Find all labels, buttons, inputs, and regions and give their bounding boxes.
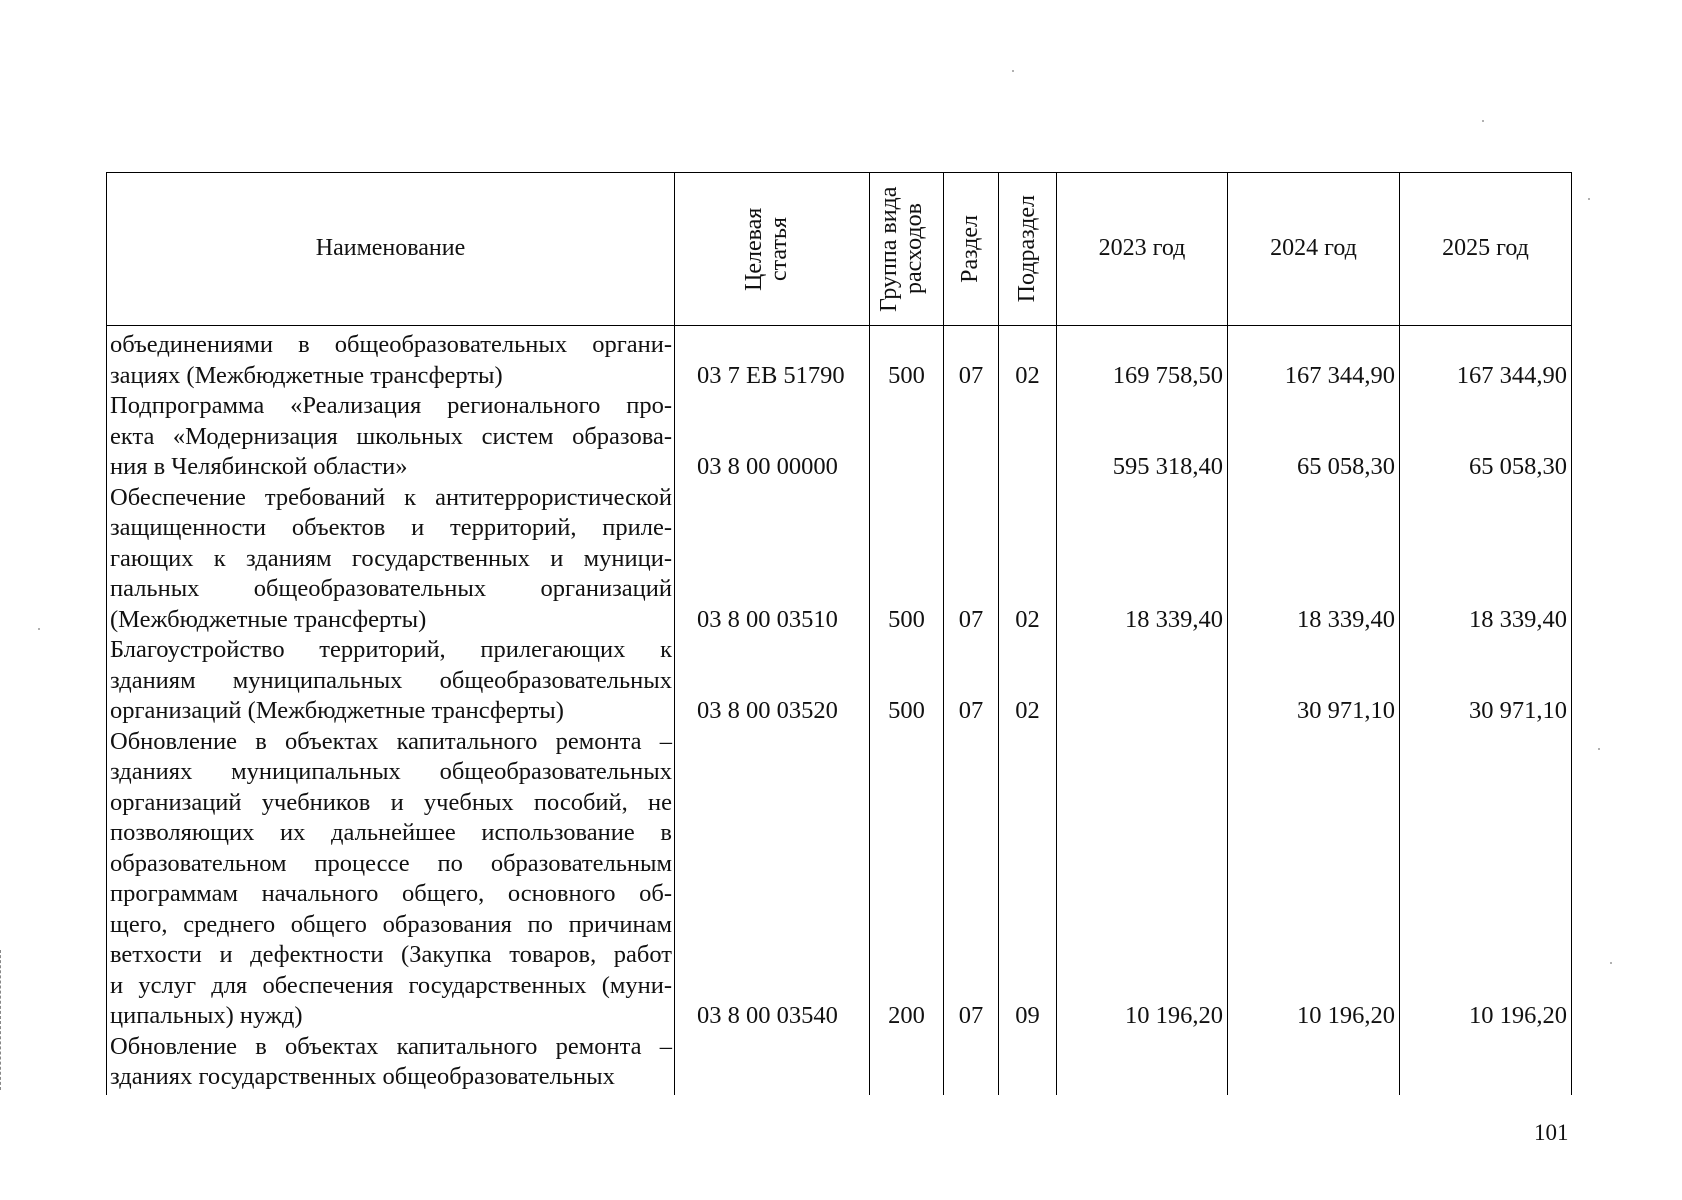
row-target-item: 03 8 00 03520 xyxy=(697,697,838,724)
row-name-line: пальных общеобразовательных организаций xyxy=(110,575,672,602)
scan-speck xyxy=(1588,198,1590,200)
header-expense-group xyxy=(870,172,944,326)
scan-speck xyxy=(1610,962,1612,964)
row-name-line: объединениями в общеобразовательных органи- xyxy=(110,331,672,358)
row-name-line: зданиях муниципальных общеобразовательных xyxy=(110,758,672,785)
row-2024-value: 18 339,40 xyxy=(1297,605,1395,633)
header-target-item xyxy=(675,172,870,326)
row-name-line: зданиям муниципальных общеобразовательных xyxy=(110,666,672,694)
row-name-line: (Межбюджетные трансферты) xyxy=(110,605,427,633)
scan-edge-mark xyxy=(0,950,3,1090)
row-2024-value: 65 058,30 xyxy=(1297,453,1395,480)
header-expense-group-text: Группа вида расходов xyxy=(875,186,927,312)
row-2024-value: 167 344,90 xyxy=(1284,361,1395,389)
column-target-item xyxy=(675,326,870,1095)
row-name-line: и услуг для обеспечения государственных (муни- xyxy=(110,971,672,999)
column-2024 xyxy=(1228,326,1400,1095)
row-subsection: 02 xyxy=(1015,605,1040,633)
row-name-line: образовательном процессе по образовательным xyxy=(110,849,672,877)
row-2023-value: 595 318,40 xyxy=(1112,453,1223,480)
row-expense-group: 500 xyxy=(888,697,925,724)
row-section: 07 xyxy=(958,697,984,724)
row-name-line: позволяющих их дальнейшее использование в xyxy=(110,819,672,846)
header-section-text: Раздел xyxy=(957,215,984,283)
column-name xyxy=(106,326,675,1095)
row-name-line: Благоустройство территорий, прилегающих к xyxy=(110,636,672,663)
row-name-line: программам начального общего, основного об- xyxy=(110,880,672,907)
scan-speck xyxy=(38,628,40,630)
row-name-line: щего, среднего общего образования по причинам xyxy=(110,910,672,938)
row-subsection: 02 xyxy=(1015,697,1040,724)
row-subsection: 02 xyxy=(1015,361,1040,389)
row-name-line: зациях (Межбюджетные трансферты) xyxy=(110,361,503,389)
row-target-item: 03 8 00 03540 xyxy=(697,1002,838,1029)
header-subsection xyxy=(999,172,1057,326)
row-name-line: Обновление в объектах капитального ремонта – xyxy=(110,727,672,755)
header-subsection-text: Подраздел xyxy=(1013,195,1040,303)
row-2024-value: 10 196,20 xyxy=(1297,1002,1395,1029)
header-name xyxy=(106,172,675,326)
row-2025-value: 65 058,30 xyxy=(1469,453,1567,480)
budget-table xyxy=(106,172,1576,1095)
column-expense-group xyxy=(870,326,944,1095)
row-name-line: Обеспечение требований к антитеррористической xyxy=(110,483,672,511)
row-name-line: организаций учебников и учебных пособий, не xyxy=(110,788,672,816)
row-name-line: организаций (Межбюджетные трансферты) xyxy=(110,697,564,724)
column-subsection xyxy=(999,326,1057,1095)
row-name-line: екта «Модернизация школьных систем образова- xyxy=(110,422,672,450)
row-subsection: 09 xyxy=(1015,1002,1040,1029)
row-target-item: 03 7 EB 51790 xyxy=(697,361,845,389)
column-section xyxy=(944,326,999,1095)
header-2024 xyxy=(1228,172,1400,326)
column-2025 xyxy=(1400,326,1572,1095)
row-section: 07 xyxy=(958,605,984,633)
header-2025-text: 2025 год xyxy=(1442,235,1529,262)
row-expense-group: 500 xyxy=(888,605,925,633)
header-section xyxy=(944,172,999,326)
row-2025-value: 18 339,40 xyxy=(1469,605,1567,633)
scan-speck xyxy=(1598,748,1600,750)
row-2023-value: 10 196,20 xyxy=(1125,1002,1223,1029)
header-target-item-text: Целевая статья xyxy=(741,207,793,291)
row-name-line: зданиях государственных общеобразовательных xyxy=(110,1063,615,1090)
column-2023 xyxy=(1057,326,1228,1095)
row-2023-value: 169 758,50 xyxy=(1112,361,1223,389)
row-name-line: Подпрограмма «Реализация регионального про- xyxy=(110,392,672,419)
row-target-item: 03 8 00 00000 xyxy=(697,453,838,480)
name-lines xyxy=(107,326,674,1093)
row-name-line: гающих к зданиям государственных и муници- xyxy=(110,544,672,572)
page-number: 101 xyxy=(1534,1120,1569,1145)
row-2023-value: 18 339,40 xyxy=(1125,605,1223,633)
header-2025 xyxy=(1400,172,1572,326)
row-2025-value: 30 971,10 xyxy=(1469,697,1567,724)
row-expense-group: 500 xyxy=(888,361,925,389)
row-name-line: ния в Челябинской области» xyxy=(110,453,408,480)
row-name-line: защищенности объектов и территорий, приле- xyxy=(110,514,672,541)
header-2023 xyxy=(1057,172,1228,326)
header-name-text: Наименование xyxy=(315,235,466,262)
row-name-line: ципальных) нужд) xyxy=(110,1002,303,1029)
row-2025-value: 10 196,20 xyxy=(1469,1002,1567,1029)
row-expense-group: 200 xyxy=(888,1002,925,1029)
row-2025-value: 167 344,90 xyxy=(1456,361,1567,389)
row-target-item: 03 8 00 03510 xyxy=(697,605,838,633)
row-2024-value: 30 971,10 xyxy=(1297,697,1395,724)
header-2023-text: 2023 год xyxy=(1098,235,1186,262)
row-name-line: Обновление в объектах капитального ремонта – xyxy=(110,1032,672,1060)
row-section: 07 xyxy=(958,361,984,389)
header-2024-text: 2024 год xyxy=(1270,235,1357,262)
row-section: 07 xyxy=(958,1002,984,1029)
scan-speck xyxy=(1012,70,1014,72)
scan-speck xyxy=(1482,120,1484,122)
row-name-line: ветхости и дефектности (Закупка товаров, работ xyxy=(110,941,672,968)
